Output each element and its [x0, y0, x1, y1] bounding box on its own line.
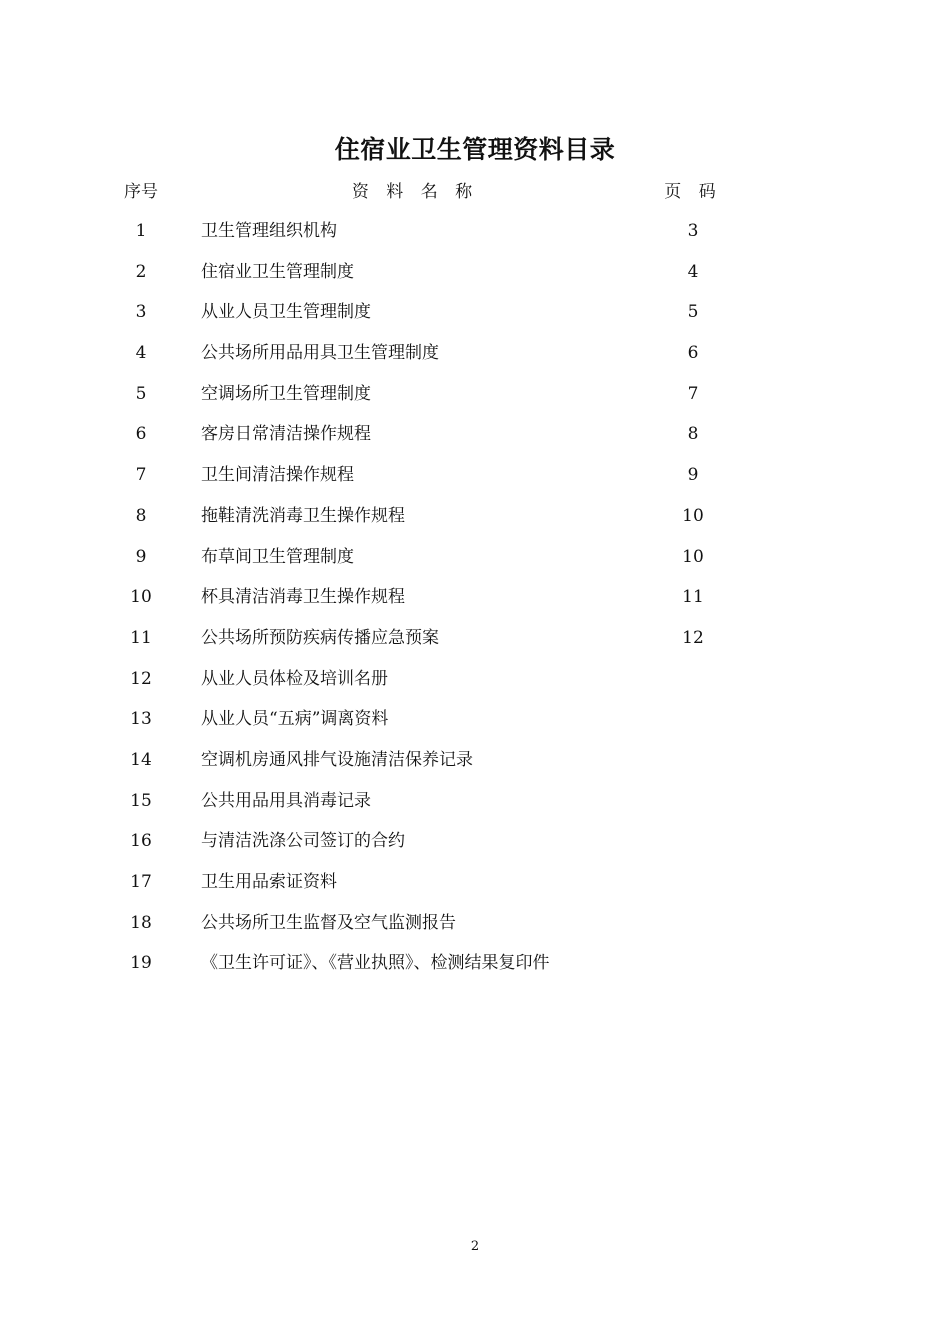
- table-row: [0, 787, 950, 828]
- table-row: [0, 258, 950, 299]
- row-number: 16: [130, 831, 152, 852]
- row-page: 3: [687, 221, 699, 241]
- row-page: 6: [687, 343, 699, 364]
- row-number: 8: [135, 505, 147, 526]
- row-page: 10: [682, 546, 704, 567]
- row-name: 布草间卫生管理制度: [201, 546, 354, 567]
- table-row: [0, 949, 950, 990]
- table-row: [0, 339, 950, 380]
- row-number: 13: [130, 709, 152, 730]
- page-number: 2: [470, 1239, 480, 1254]
- row-page: 12: [682, 627, 704, 648]
- row-name: 从业人员“五病”调离资料: [201, 709, 389, 730]
- table-row: [0, 543, 950, 584]
- table-row: [0, 746, 950, 787]
- header-name: 资 料 名 称: [351, 182, 479, 202]
- row-name: 客房日常清洁操作规程: [201, 424, 371, 445]
- table-row: [0, 909, 950, 950]
- row-number: 2: [135, 261, 147, 282]
- table-row: [0, 217, 950, 258]
- row-name: 从业人员体检及培训名册: [201, 668, 388, 689]
- table-header: [0, 178, 950, 206]
- row-name: 卫生间清洁操作规程: [201, 465, 354, 486]
- row-page: 8: [687, 424, 699, 445]
- row-name: 与清洁洗涤公司签订的合约: [201, 831, 405, 852]
- row-number: 19: [130, 953, 152, 974]
- row-name: 拖鞋清洗消毒卫生操作规程: [201, 505, 405, 526]
- table-row: [0, 665, 950, 706]
- row-number: 3: [135, 302, 147, 323]
- table-row: [0, 298, 950, 339]
- table-row: [0, 461, 950, 502]
- document-title: 住宿业卫生管理资料目录: [334, 135, 616, 164]
- row-page: 7: [687, 383, 699, 404]
- table-row: [0, 420, 950, 461]
- row-name: 住宿业卫生管理制度: [201, 261, 354, 282]
- row-name: 公共场所预防疾病传播应急预案: [201, 627, 439, 648]
- row-name: 杯具清洁消毒卫生操作规程: [201, 587, 405, 608]
- table-row: [0, 502, 950, 543]
- table-row: [0, 868, 950, 909]
- row-name: 《卫生许可证》、《营业执照》、检测结果复印件: [201, 953, 550, 974]
- table-row: [0, 705, 950, 746]
- row-name: 从业人员卫生管理制度: [201, 302, 371, 323]
- row-name: 空调机房通风排气设施清洁保养记录: [201, 749, 473, 770]
- row-name: 卫生用品索证资料: [201, 872, 337, 892]
- row-name: 公共用品用具消毒记录: [201, 790, 371, 811]
- row-name: 空调场所卫生管理制度: [201, 383, 371, 404]
- row-number: 17: [130, 872, 152, 892]
- row-number: 14: [130, 749, 152, 770]
- row-name: 公共场所用品用具卫生管理制度: [201, 343, 439, 364]
- row-number: 12: [130, 668, 152, 689]
- header-number: 序号: [124, 182, 158, 202]
- row-number: 10: [130, 587, 152, 608]
- row-number: 7: [135, 465, 147, 486]
- header-page: 页 码: [664, 182, 722, 202]
- row-page: 5: [687, 302, 699, 323]
- row-name: 公共场所卫生监督及空气监测报告: [201, 912, 456, 933]
- row-number: 11: [130, 627, 152, 648]
- table-row: [0, 583, 950, 624]
- table-row: [0, 380, 950, 421]
- row-number: 1: [135, 221, 147, 241]
- row-number: 5: [135, 383, 147, 404]
- table-row: [0, 827, 950, 868]
- row-number: 9: [135, 546, 147, 567]
- row-page: 10: [682, 505, 704, 526]
- row-page: 4: [687, 261, 699, 282]
- row-page: 11: [682, 587, 704, 608]
- row-number: 15: [130, 790, 152, 811]
- table-row: [0, 624, 950, 665]
- row-number: 6: [135, 424, 147, 445]
- row-name: 卫生管理组织机构: [201, 221, 337, 241]
- row-number: 18: [130, 912, 152, 933]
- table-of-contents: [0, 217, 950, 990]
- row-page: 9: [687, 465, 699, 486]
- row-number: 4: [135, 343, 147, 364]
